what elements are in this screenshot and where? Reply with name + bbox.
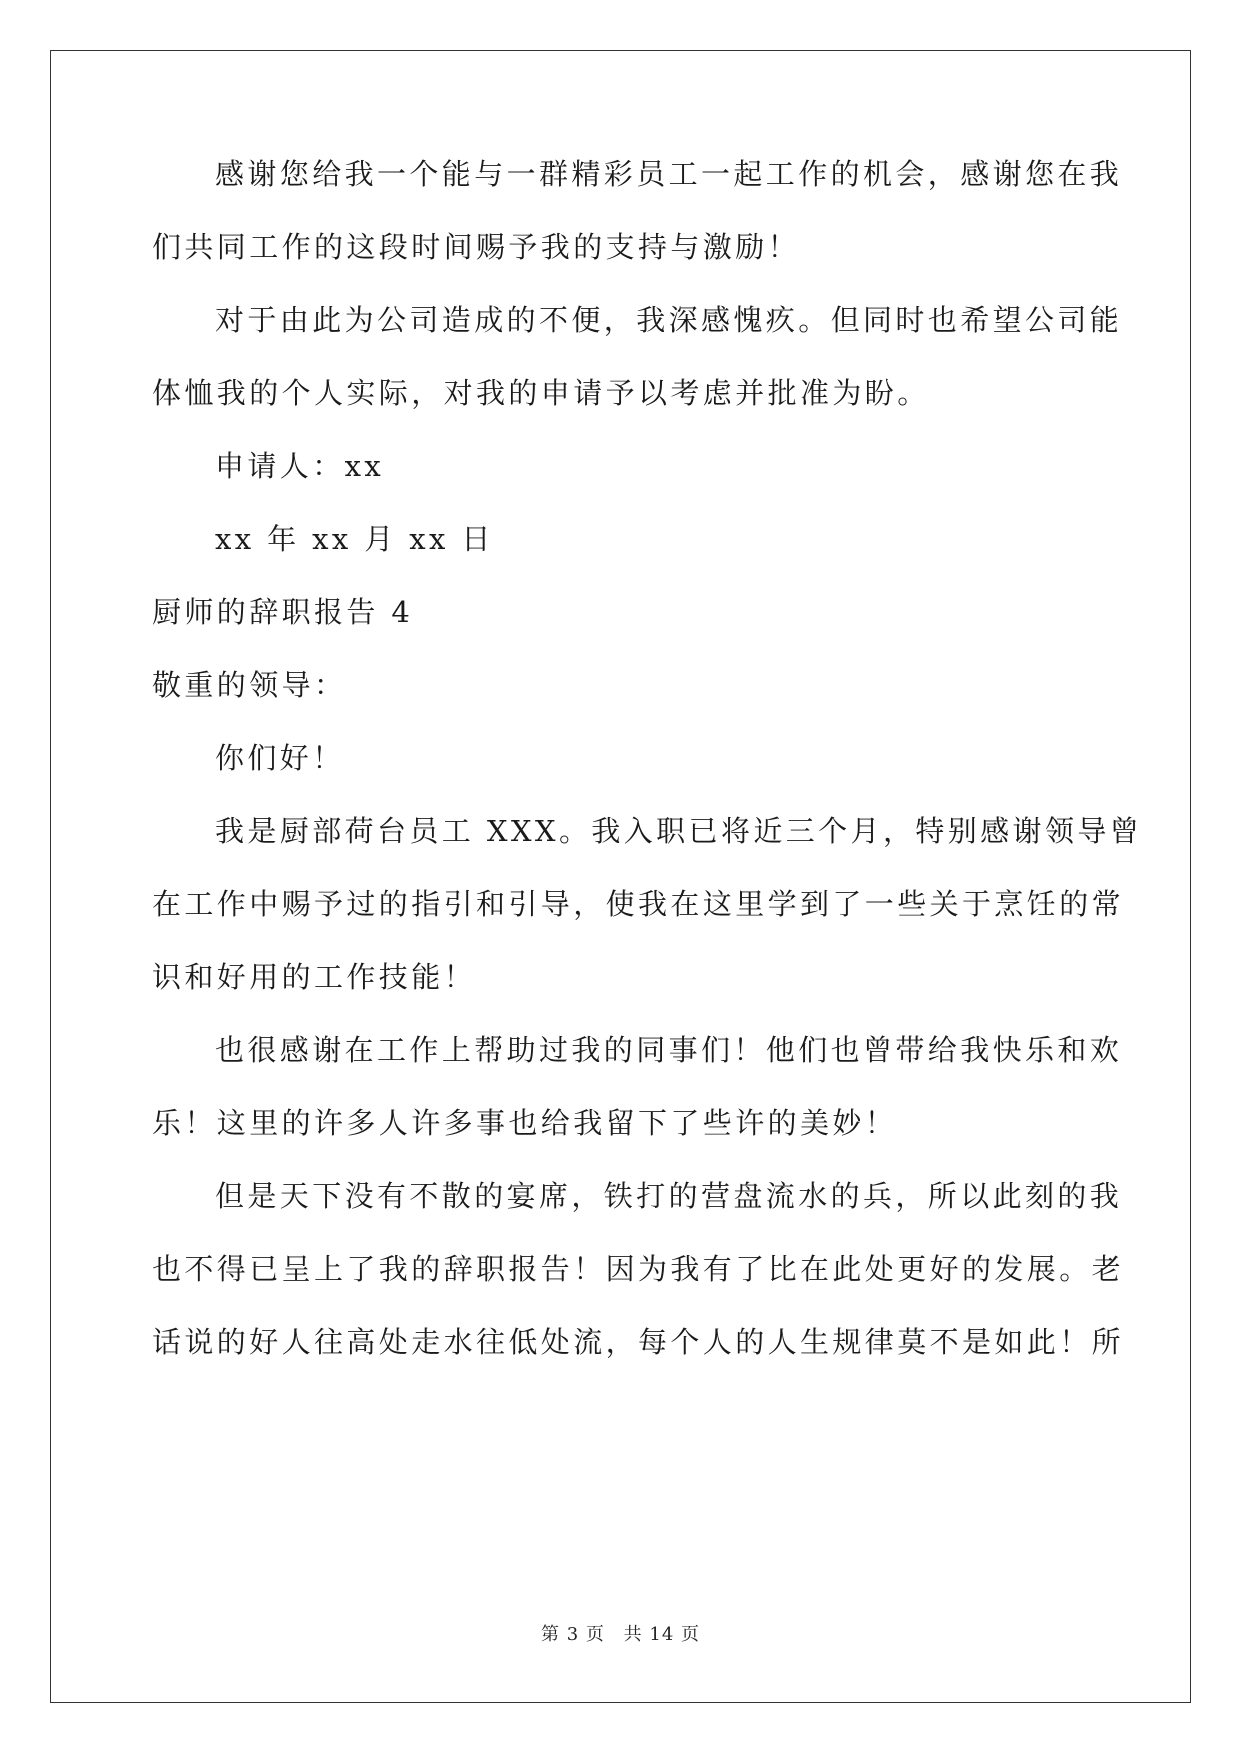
paragraph-line: 感谢您给我一个能与一群精彩员工一起工作的机会，感谢您在我 (215, 157, 1123, 191)
paragraph-line: 但是天下没有不散的宴席，铁打的营盘流水的兵，所以此刻的我 (215, 1179, 1123, 1213)
paragraph-line: 我是厨部荷台员工 XXX。我入职已将近三个月，特别感谢领导曾 (215, 814, 1143, 848)
paragraph-line: 也不得已呈上了我的辞职报告！因为我有了比在此处更好的发展。老 (152, 1252, 1125, 1286)
paragraph-line: 也很感谢在工作上帮助过我的同事们！他们也曾带给我快乐和欢 (215, 1033, 1123, 1067)
paragraph-line: 乐！这里的许多人许多事也给我留下了些许的美妙！ (152, 1106, 898, 1140)
date-line: xx 年 xx 月 xx 日 (215, 522, 494, 556)
applicant-line: 申请人：xx (215, 449, 385, 483)
paragraph-line: 对于由此为公司造成的不便，我深感愧疚。但同时也希望公司能 (215, 303, 1123, 337)
paragraph-line: 们共同工作的这段时间赐予我的支持与激励！ (152, 230, 801, 264)
paragraph-line: 在工作中赐予过的指引和引导，使我在这里学到了一些关于烹饪的常 (152, 887, 1125, 921)
page-number: 第 3 页 (541, 1624, 605, 1645)
section-title: 厨师的辞职报告 4 (152, 595, 414, 629)
page-footer (0, 1620, 1241, 1646)
greeting: 你们好！ (215, 741, 345, 775)
page-total: 共 14 页 (623, 1624, 700, 1645)
salutation: 敬重的领导： (152, 668, 347, 702)
paragraph-line: 识和好用的工作技能！ (152, 960, 477, 994)
page-border (50, 50, 1191, 1703)
paragraph-line: 话说的好人往高处走水往低处流，每个人的人生规律莫不是如此！所 (152, 1325, 1125, 1359)
paragraph-line: 体恤我的个人实际，对我的申请予以考虑并批准为盼。 (152, 376, 930, 410)
